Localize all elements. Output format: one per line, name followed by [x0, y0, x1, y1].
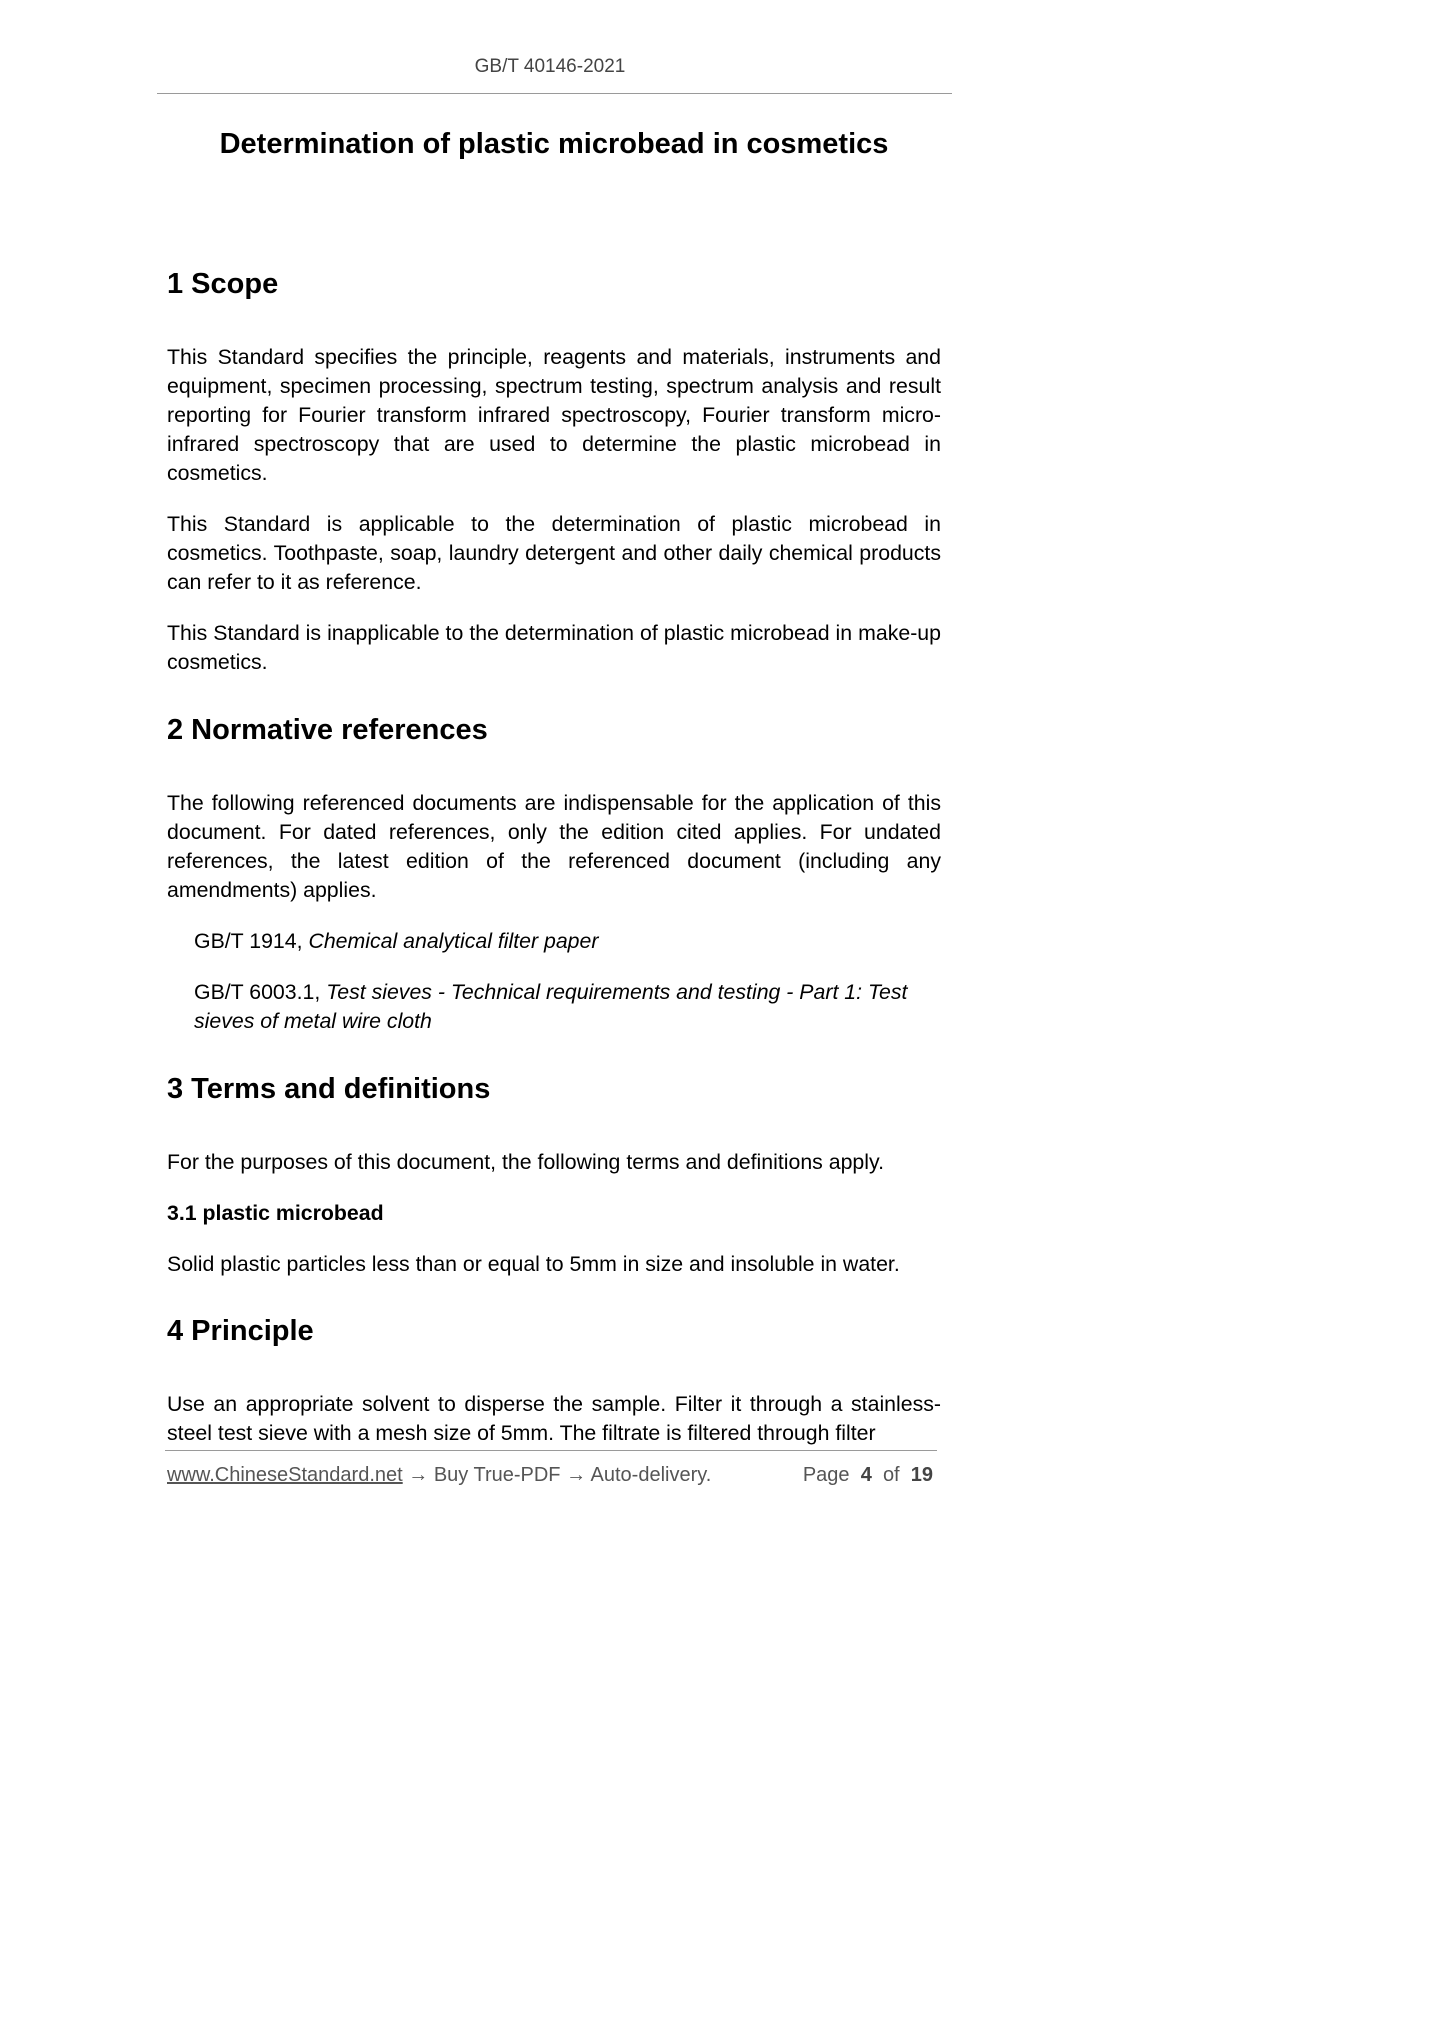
section-heading-normative-references: 2 Normative references [167, 714, 488, 746]
footer-promo-text: → Buy True-PDF → Auto-delivery. [402, 1464, 712, 1486]
paragraph: The following referenced documents are indispensable for the application of this document. For dated references, only the edition cited applies. For undated references, the latest edition of the referenced document (including any amendments) applies. [167, 791, 941, 902]
section-heading-scope: 1 Scope [167, 268, 279, 300]
term-definition: Solid plastic particles less than or equal to 5mm in size and insoluble in water. [167, 1252, 900, 1276]
page-of: of [882, 1464, 900, 1486]
reference-title: Test sieves - Technical requirements and testing - Part 1: Test sieves of metal wire cloth [194, 980, 908, 1033]
reference-item [194, 927, 941, 956]
paragraph: This Standard specifies the principle, reagents and materials, instruments and equipment, specimen processing, spectrum testing, spectrum analysis and result reporting for Fourier transform infrared spectroscopy, Fourier transform micro-infrared spectroscopy that are used to determine the plastic microbead in cosmetics. [167, 345, 941, 485]
paragraph: Use an appropriate solvent to disperse the sample. Filter it through a stainless-steel test sieve with a mesh size of 5mm. The filtrate is filtered through filter [167, 1392, 941, 1445]
paragraph: This Standard is inapplicable to the determination of plastic microbead in make-up cosmetics. [167, 621, 941, 674]
reference-code: GB/T 6003.1, [194, 980, 327, 1004]
term-heading: 3.1 plastic microbead [167, 1201, 384, 1225]
footer-divider [165, 1450, 937, 1451]
paragraph: For the purposes of this document, the following terms and definitions apply. [167, 1150, 884, 1174]
reference-title: Chemical analytical filter paper [308, 929, 599, 953]
page-current: 4 [860, 1464, 872, 1486]
document-title: Determination of plastic microbead in cosmetics [219, 128, 889, 160]
page-total: 19 [910, 1464, 933, 1486]
section-heading-terms-and-definitions: 3 Terms and definitions [167, 1073, 491, 1105]
page-number [803, 1464, 933, 1487]
page-footer [167, 1464, 937, 1492]
page-label: Page [802, 1464, 850, 1486]
section-heading-principle: 4 Principle [167, 1315, 314, 1347]
header-divider [157, 93, 952, 94]
reference-item [194, 978, 941, 1036]
footer-promo [167, 1464, 711, 1487]
website-link[interactable]: www.ChineseStandard.net [167, 1464, 403, 1486]
paragraph: This Standard is applicable to the determination of plastic microbead in cosmetics. Toothpaste, soap, laundry detergent and other daily chemical products can refer to it as reference. [167, 512, 941, 594]
document-body [167, 262, 941, 1448]
reference-code: GB/T 1914, [194, 929, 309, 953]
standard-code: GB/T 40146-2021 [474, 56, 626, 77]
